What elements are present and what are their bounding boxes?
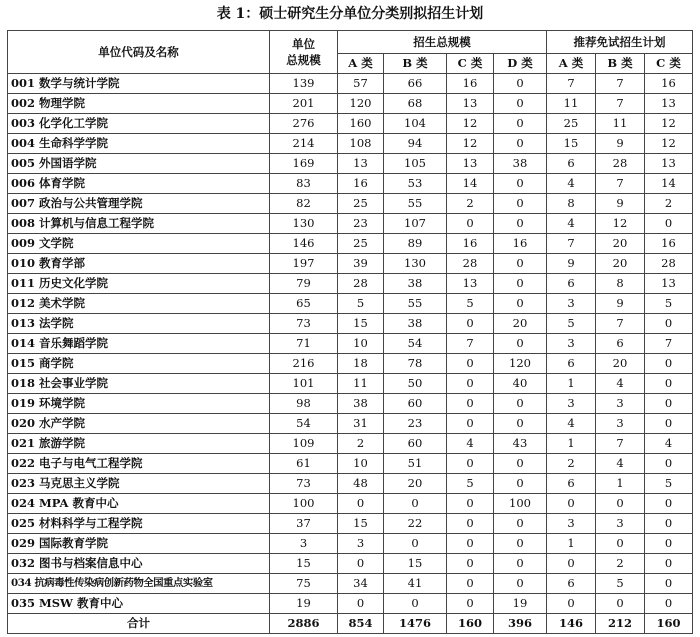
cell-rec-class-a: 8 <box>547 194 596 214</box>
cell-unit-name: 001 数学与统计学院 <box>8 74 270 94</box>
total-rec-class-b: 212 <box>596 614 645 634</box>
cell-unit-total: 73 <box>270 474 338 494</box>
header-unit-code-name: 单位代码及名称 <box>8 31 270 74</box>
cell-unit-name: 003 化学化工学院 <box>8 114 270 134</box>
cell-class-a: 28 <box>338 274 384 294</box>
cell-class-d: 0 <box>494 514 547 534</box>
cell-class-a: 10 <box>338 334 384 354</box>
cell-unit-total: 101 <box>270 374 338 394</box>
cell-class-a: 34 <box>338 574 384 594</box>
cell-rec-class-c: 0 <box>645 214 693 234</box>
table-row <box>8 294 693 314</box>
cell-class-c: 13 <box>447 154 494 174</box>
cell-class-b: 20 <box>384 474 447 494</box>
cell-class-c: 12 <box>447 114 494 134</box>
cell-class-c: 0 <box>447 594 494 614</box>
cell-rec-class-b: 28 <box>596 154 645 174</box>
total-class-b: 1476 <box>384 614 447 634</box>
table-row <box>8 154 693 174</box>
cell-unit-total: 71 <box>270 334 338 354</box>
cell-rec-class-b: 1 <box>596 474 645 494</box>
cell-class-a: 18 <box>338 354 384 374</box>
cell-rec-class-c: 13 <box>645 94 693 114</box>
cell-rec-class-b: 0 <box>596 494 645 514</box>
table-row <box>8 354 693 374</box>
cell-class-c: 13 <box>447 94 494 114</box>
header-rec-class-c: C 类 <box>645 54 693 74</box>
header-enroll-total: 招生总规模 <box>338 31 547 54</box>
cell-unit-name: 015 商学院 <box>8 354 270 374</box>
table-body <box>8 74 693 614</box>
cell-unit-total: 37 <box>270 514 338 534</box>
table-row <box>8 514 693 534</box>
cell-unit-total: 109 <box>270 434 338 454</box>
cell-rec-class-c: 0 <box>645 494 693 514</box>
cell-unit-total: 19 <box>270 594 338 614</box>
cell-class-c: 0 <box>447 494 494 514</box>
cell-class-b: 55 <box>384 194 447 214</box>
cell-class-c: 12 <box>447 134 494 154</box>
cell-rec-class-c: 13 <box>645 274 693 294</box>
cell-class-d: 0 <box>494 454 547 474</box>
cell-class-c: 0 <box>447 314 494 334</box>
cell-rec-class-a: 3 <box>547 334 596 354</box>
cell-unit-total: 65 <box>270 294 338 314</box>
cell-rec-class-b: 7 <box>596 74 645 94</box>
cell-class-d: 0 <box>494 534 547 554</box>
table-row <box>8 594 693 614</box>
cell-class-b: 51 <box>384 454 447 474</box>
cell-rec-class-a: 2 <box>547 454 596 474</box>
cell-rec-class-a: 0 <box>547 494 596 514</box>
cell-rec-class-c: 13 <box>645 154 693 174</box>
cell-unit-total: 197 <box>270 254 338 274</box>
cell-rec-class-a: 4 <box>547 214 596 234</box>
cell-rec-class-b: 0 <box>596 594 645 614</box>
cell-class-a: 57 <box>338 74 384 94</box>
cell-class-b: 107 <box>384 214 447 234</box>
cell-class-a: 23 <box>338 214 384 234</box>
cell-class-d: 19 <box>494 594 547 614</box>
cell-unit-total: 79 <box>270 274 338 294</box>
cell-rec-class-a: 9 <box>547 254 596 274</box>
cell-rec-class-a: 15 <box>547 134 596 154</box>
cell-class-c: 5 <box>447 474 494 494</box>
cell-rec-class-c: 2 <box>645 194 693 214</box>
cell-unit-name: 025 材料科学与工程学院 <box>8 514 270 534</box>
cell-rec-class-b: 2 <box>596 554 645 574</box>
cell-rec-class-a: 4 <box>547 174 596 194</box>
cell-class-c: 0 <box>447 574 494 594</box>
cell-class-d: 0 <box>494 474 547 494</box>
cell-rec-class-c: 0 <box>645 394 693 414</box>
cell-rec-class-a: 6 <box>547 354 596 374</box>
cell-class-b: 130 <box>384 254 447 274</box>
cell-unit-total: 73 <box>270 314 338 334</box>
cell-unit-total: 82 <box>270 194 338 214</box>
table-row <box>8 74 693 94</box>
table-row <box>8 494 693 514</box>
cell-unit-name: 029 国际教育学院 <box>8 534 270 554</box>
table-row <box>8 334 693 354</box>
cell-rec-class-c: 0 <box>645 314 693 334</box>
cell-class-b: 15 <box>384 554 447 574</box>
cell-class-d: 16 <box>494 234 547 254</box>
cell-rec-class-a: 11 <box>547 94 596 114</box>
cell-class-d: 20 <box>494 314 547 334</box>
cell-unit-name: 005 外国语学院 <box>8 154 270 174</box>
cell-class-c: 2 <box>447 194 494 214</box>
cell-class-d: 0 <box>494 74 547 94</box>
cell-class-a: 2 <box>338 434 384 454</box>
cell-rec-class-c: 14 <box>645 174 693 194</box>
cell-rec-class-b: 20 <box>596 234 645 254</box>
cell-unit-name: 002 物理学院 <box>8 94 270 114</box>
cell-rec-class-b: 7 <box>596 94 645 114</box>
cell-class-a: 120 <box>338 94 384 114</box>
cell-class-c: 0 <box>447 454 494 474</box>
table-row <box>8 554 693 574</box>
cell-rec-class-c: 16 <box>645 234 693 254</box>
cell-unit-name: 013 法学院 <box>8 314 270 334</box>
cell-class-b: 0 <box>384 594 447 614</box>
cell-unit-name: 022 电子与电气工程学院 <box>8 454 270 474</box>
cell-class-b: 94 <box>384 134 447 154</box>
cell-class-b: 0 <box>384 494 447 514</box>
header-class-d: D 类 <box>494 54 547 74</box>
cell-rec-class-a: 6 <box>547 274 596 294</box>
header-row-1 <box>8 31 693 54</box>
cell-class-c: 14 <box>447 174 494 194</box>
table-row <box>8 574 693 594</box>
cell-rec-class-a: 1 <box>547 434 596 454</box>
cell-unit-total: 15 <box>270 554 338 574</box>
cell-unit-total: 98 <box>270 394 338 414</box>
total-row <box>8 614 693 634</box>
cell-rec-class-c: 0 <box>645 594 693 614</box>
cell-rec-class-b: 0 <box>596 534 645 554</box>
table-row <box>8 454 693 474</box>
cell-rec-class-a: 6 <box>547 474 596 494</box>
cell-unit-total: 3 <box>270 534 338 554</box>
cell-rec-class-c: 0 <box>645 514 693 534</box>
cell-rec-class-a: 7 <box>547 234 596 254</box>
table-row <box>8 174 693 194</box>
table-row <box>8 234 693 254</box>
cell-class-c: 16 <box>447 74 494 94</box>
cell-unit-total: 100 <box>270 494 338 514</box>
cell-class-b: 23 <box>384 414 447 434</box>
cell-rec-class-b: 7 <box>596 434 645 454</box>
cell-rec-class-b: 5 <box>596 574 645 594</box>
table-row <box>8 134 693 154</box>
cell-unit-total: 54 <box>270 414 338 434</box>
cell-class-d: 0 <box>494 114 547 134</box>
cell-unit-name: 020 水产学院 <box>8 414 270 434</box>
cell-rec-class-a: 3 <box>547 514 596 534</box>
cell-rec-class-c: 0 <box>645 554 693 574</box>
cell-rec-class-a: 3 <box>547 394 596 414</box>
total-class-c: 160 <box>447 614 494 634</box>
table-row <box>8 194 693 214</box>
cell-rec-class-a: 1 <box>547 534 596 554</box>
cell-class-d: 120 <box>494 354 547 374</box>
cell-rec-class-b: 12 <box>596 214 645 234</box>
cell-class-c: 0 <box>447 394 494 414</box>
cell-unit-name: 010 教育学部 <box>8 254 270 274</box>
cell-rec-class-c: 0 <box>645 574 693 594</box>
cell-rec-class-b: 8 <box>596 274 645 294</box>
cell-class-d: 0 <box>494 554 547 574</box>
table-row <box>8 314 693 334</box>
table-row <box>8 394 693 414</box>
cell-rec-class-b: 4 <box>596 374 645 394</box>
header-unit-total-line2: 总规模 <box>286 53 321 67</box>
cell-rec-class-a: 0 <box>547 594 596 614</box>
cell-class-b: 41 <box>384 574 447 594</box>
cell-class-b: 60 <box>384 394 447 414</box>
cell-class-a: 0 <box>338 594 384 614</box>
cell-class-b: 105 <box>384 154 447 174</box>
cell-class-c: 0 <box>447 374 494 394</box>
cell-class-c: 4 <box>447 434 494 454</box>
cell-class-d: 0 <box>494 194 547 214</box>
cell-class-c: 5 <box>447 294 494 314</box>
cell-rec-class-b: 20 <box>596 254 645 274</box>
cell-class-a: 15 <box>338 314 384 334</box>
cell-rec-class-c: 5 <box>645 474 693 494</box>
cell-class-d: 0 <box>494 94 547 114</box>
cell-class-b: 78 <box>384 354 447 374</box>
cell-rec-class-b: 9 <box>596 194 645 214</box>
cell-unit-name: 004 生命科学学院 <box>8 134 270 154</box>
total-rec-class-a: 146 <box>547 614 596 634</box>
cell-rec-class-b: 6 <box>596 334 645 354</box>
cell-class-a: 11 <box>338 374 384 394</box>
cell-rec-class-b: 11 <box>596 114 645 134</box>
cell-rec-class-c: 16 <box>645 74 693 94</box>
cell-rec-class-a: 7 <box>547 74 596 94</box>
table-row <box>8 534 693 554</box>
cell-unit-name: 009 文学院 <box>8 234 270 254</box>
cell-class-b: 60 <box>384 434 447 454</box>
table-row <box>8 274 693 294</box>
table-row <box>8 414 693 434</box>
header-class-a: A 类 <box>338 54 384 74</box>
cell-rec-class-c: 5 <box>645 294 693 314</box>
cell-rec-class-a: 4 <box>547 414 596 434</box>
cell-rec-class-b: 4 <box>596 454 645 474</box>
cell-unit-total: 216 <box>270 354 338 374</box>
table-row <box>8 114 693 134</box>
cell-class-d: 0 <box>494 174 547 194</box>
cell-class-b: 68 <box>384 94 447 114</box>
header-unit-total-line1: 单位 <box>292 37 315 51</box>
total-class-a: 854 <box>338 614 384 634</box>
table-row <box>8 474 693 494</box>
cell-class-d: 0 <box>494 574 547 594</box>
cell-rec-class-a: 0 <box>547 554 596 574</box>
cell-class-b: 66 <box>384 74 447 94</box>
cell-class-a: 38 <box>338 394 384 414</box>
cell-class-d: 38 <box>494 154 547 174</box>
cell-unit-name: 034 抗病毒性传染病创新药物全国重点实验室 <box>8 574 270 594</box>
cell-class-a: 25 <box>338 234 384 254</box>
cell-rec-class-b: 9 <box>596 134 645 154</box>
cell-unit-name: 008 计算机与信息工程学院 <box>8 214 270 234</box>
cell-class-a: 15 <box>338 514 384 534</box>
cell-class-a: 48 <box>338 474 384 494</box>
cell-class-a: 39 <box>338 254 384 274</box>
cell-unit-name: 006 体育学院 <box>8 174 270 194</box>
cell-rec-class-a: 1 <box>547 374 596 394</box>
cell-unit-total: 139 <box>270 74 338 94</box>
cell-unit-total: 146 <box>270 234 338 254</box>
cell-rec-class-a: 6 <box>547 154 596 174</box>
cell-unit-name: 011 历史文化学院 <box>8 274 270 294</box>
cell-class-a: 31 <box>338 414 384 434</box>
cell-rec-class-c: 12 <box>645 114 693 134</box>
cell-class-b: 0 <box>384 534 447 554</box>
cell-rec-class-b: 7 <box>596 314 645 334</box>
cell-class-b: 53 <box>384 174 447 194</box>
cell-class-b: 89 <box>384 234 447 254</box>
cell-unit-total: 214 <box>270 134 338 154</box>
cell-unit-total: 83 <box>270 174 338 194</box>
cell-rec-class-c: 12 <box>645 134 693 154</box>
cell-unit-name: 023 马克思主义学院 <box>8 474 270 494</box>
table-row <box>8 434 693 454</box>
table-title: 表 1：硕士研究生分单位分类别拟招生计划 <box>216 6 484 22</box>
cell-rec-class-a: 5 <box>547 314 596 334</box>
total-label: 合计 <box>8 614 270 634</box>
cell-class-d: 40 <box>494 374 547 394</box>
cell-unit-name: 012 美术学院 <box>8 294 270 314</box>
cell-rec-class-c: 7 <box>645 334 693 354</box>
cell-class-c: 0 <box>447 554 494 574</box>
cell-class-a: 16 <box>338 174 384 194</box>
total-rec-class-c: 160 <box>645 614 693 634</box>
cell-unit-name: 018 社会事业学院 <box>8 374 270 394</box>
header-rec-class-a: A 类 <box>547 54 596 74</box>
cell-class-a: 160 <box>338 114 384 134</box>
cell-class-a: 108 <box>338 134 384 154</box>
cell-rec-class-b: 20 <box>596 354 645 374</box>
cell-class-b: 38 <box>384 314 447 334</box>
total-class-d: 396 <box>494 614 547 634</box>
header-unit-total <box>270 31 338 74</box>
cell-class-a: 3 <box>338 534 384 554</box>
cell-class-d: 0 <box>494 214 547 234</box>
header-rec-class-b: B 类 <box>596 54 645 74</box>
cell-unit-total: 130 <box>270 214 338 234</box>
cell-class-a: 25 <box>338 194 384 214</box>
cell-rec-class-c: 0 <box>645 354 693 374</box>
cell-rec-class-b: 3 <box>596 394 645 414</box>
cell-class-c: 0 <box>447 214 494 234</box>
cell-class-c: 13 <box>447 274 494 294</box>
cell-class-b: 55 <box>384 294 447 314</box>
cell-unit-total: 61 <box>270 454 338 474</box>
cell-unit-total: 201 <box>270 94 338 114</box>
cell-class-d: 0 <box>494 394 547 414</box>
cell-unit-name: 035 MSW 教育中心 <box>8 594 270 614</box>
cell-unit-total: 276 <box>270 114 338 134</box>
cell-rec-class-c: 0 <box>645 534 693 554</box>
cell-rec-class-c: 4 <box>645 434 693 454</box>
cell-rec-class-c: 0 <box>645 374 693 394</box>
cell-unit-name: 019 环境学院 <box>8 394 270 414</box>
cell-class-c: 0 <box>447 414 494 434</box>
table-row <box>8 94 693 114</box>
cell-rec-class-a: 25 <box>547 114 596 134</box>
cell-class-a: 0 <box>338 494 384 514</box>
cell-unit-name: 032 图书与档案信息中心 <box>8 554 270 574</box>
total-unit-total: 2886 <box>270 614 338 634</box>
cell-rec-class-b: 3 <box>596 414 645 434</box>
cell-class-c: 0 <box>447 534 494 554</box>
table-row <box>8 214 693 234</box>
cell-class-d: 0 <box>494 414 547 434</box>
cell-unit-name: 007 政治与公共管理学院 <box>8 194 270 214</box>
cell-class-d: 0 <box>494 274 547 294</box>
cell-class-d: 0 <box>494 334 547 354</box>
cell-rec-class-b: 3 <box>596 514 645 534</box>
cell-class-d: 0 <box>494 134 547 154</box>
cell-unit-total: 75 <box>270 574 338 594</box>
cell-class-d: 0 <box>494 294 547 314</box>
cell-class-b: 50 <box>384 374 447 394</box>
cell-rec-class-a: 6 <box>547 574 596 594</box>
enrollment-plan-table <box>7 30 693 634</box>
cell-unit-name: 014 音乐舞蹈学院 <box>8 334 270 354</box>
table-row <box>8 254 693 274</box>
cell-rec-class-c: 0 <box>645 454 693 474</box>
cell-class-b: 54 <box>384 334 447 354</box>
cell-class-b: 38 <box>384 274 447 294</box>
cell-unit-name: 024 MPA 教育中心 <box>8 494 270 514</box>
cell-rec-class-b: 9 <box>596 294 645 314</box>
cell-class-a: 5 <box>338 294 384 314</box>
cell-rec-class-c: 28 <box>645 254 693 274</box>
cell-rec-class-c: 0 <box>645 414 693 434</box>
cell-class-c: 0 <box>447 354 494 374</box>
header-class-b: B 类 <box>384 54 447 74</box>
cell-class-a: 0 <box>338 554 384 574</box>
cell-class-c: 7 <box>447 334 494 354</box>
cell-unit-total: 169 <box>270 154 338 174</box>
cell-rec-class-b: 7 <box>596 174 645 194</box>
cell-class-d: 43 <box>494 434 547 454</box>
cell-class-a: 10 <box>338 454 384 474</box>
cell-unit-name: 021 旅游学院 <box>8 434 270 454</box>
cell-class-a: 13 <box>338 154 384 174</box>
cell-rec-class-a: 3 <box>547 294 596 314</box>
cell-class-c: 28 <box>447 254 494 274</box>
cell-class-d: 0 <box>494 254 547 274</box>
table-row <box>8 374 693 394</box>
cell-class-c: 16 <box>447 234 494 254</box>
cell-class-d: 100 <box>494 494 547 514</box>
cell-class-b: 104 <box>384 114 447 134</box>
header-recommend-plan: 推荐免试招生计划 <box>547 31 693 54</box>
cell-class-b: 22 <box>384 514 447 534</box>
cell-class-c: 0 <box>447 514 494 534</box>
header-class-c: C 类 <box>447 54 494 74</box>
